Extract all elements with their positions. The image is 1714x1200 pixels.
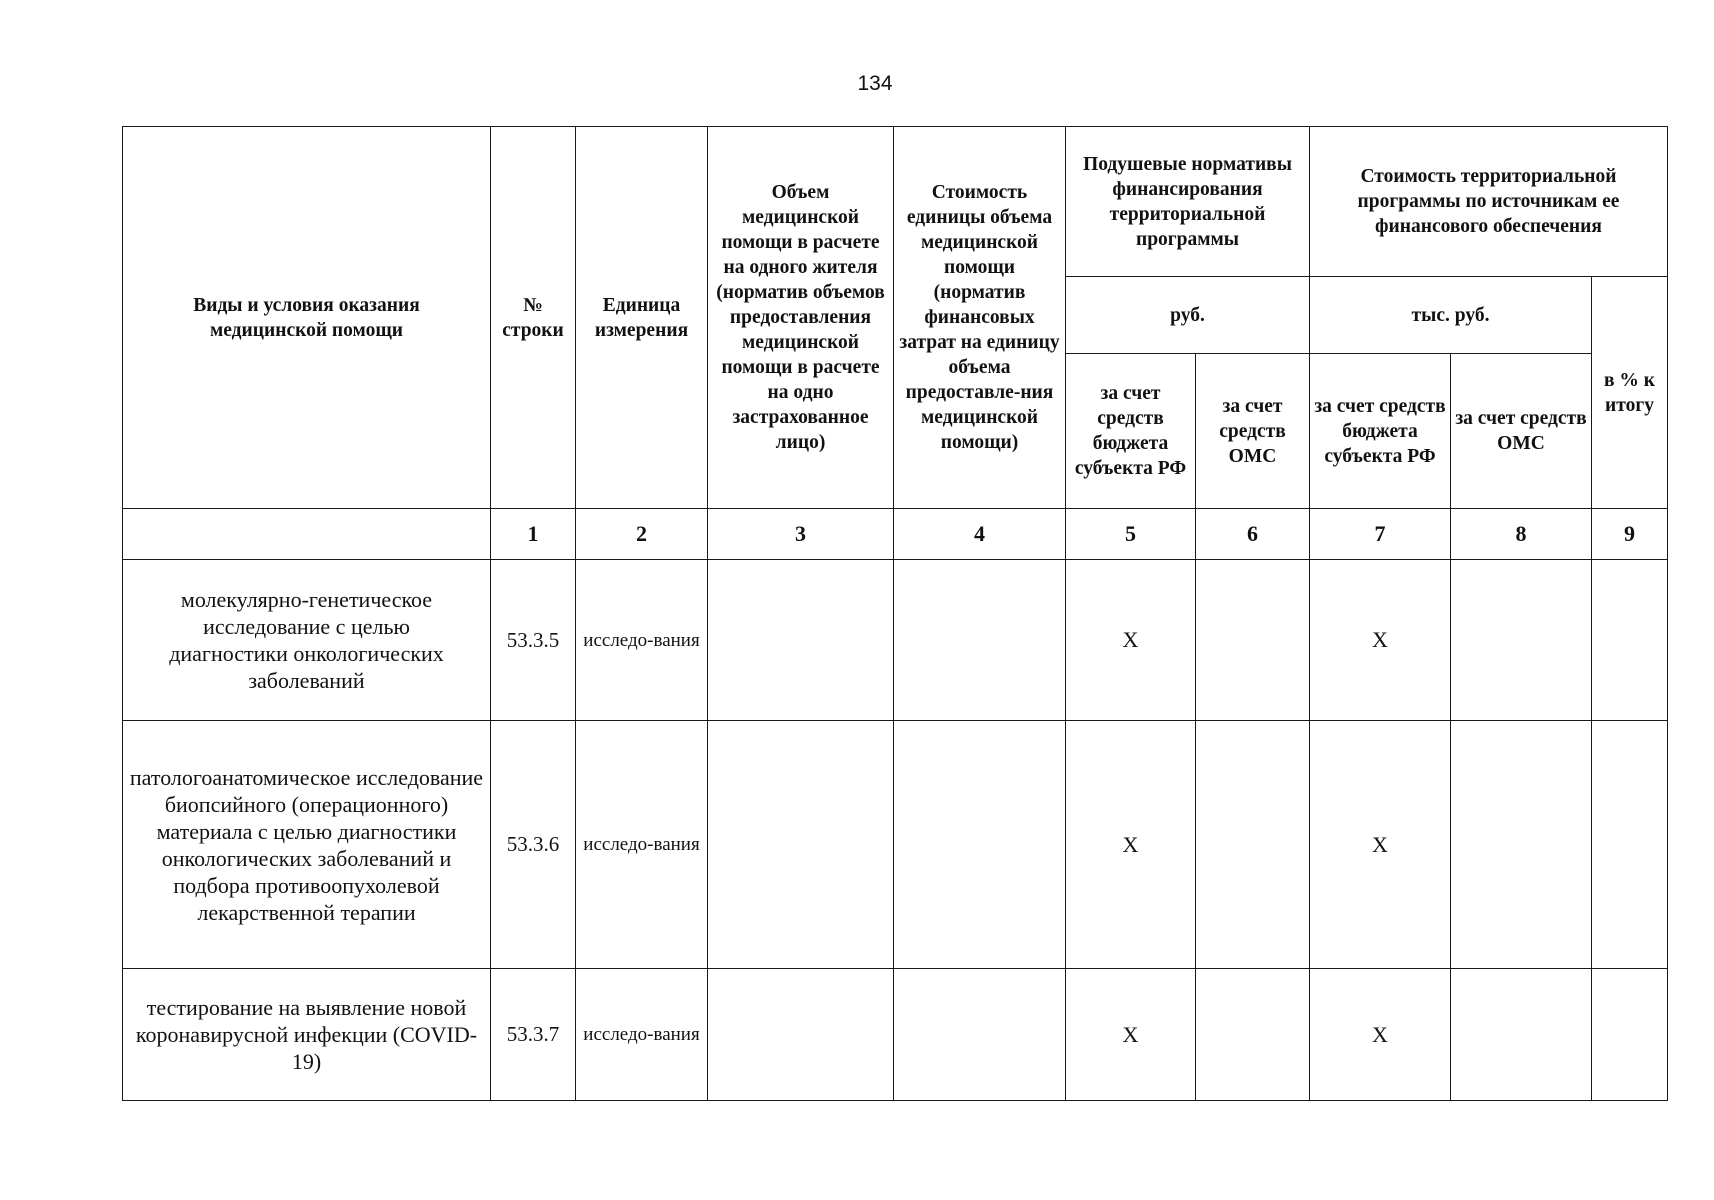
column-number: 9 (1592, 509, 1668, 560)
row-volume (708, 721, 894, 969)
header-rub: руб. (1066, 277, 1310, 354)
row-oms-6 (1196, 560, 1310, 721)
row-code: 53.3.5 (491, 560, 576, 721)
row-budget-rf-5: X (1066, 560, 1196, 721)
header-oms-6: за счет средств ОМС (1196, 354, 1310, 509)
row-budget-rf-7: X (1310, 969, 1451, 1101)
column-number: 3 (708, 509, 894, 560)
column-number: 5 (1066, 509, 1196, 560)
page-number: 134 (857, 72, 893, 95)
row-percent (1592, 560, 1668, 721)
row-type: молекулярно-генетическое исследование с целью диагностики онкологических заболеваний (123, 560, 491, 721)
table-row (123, 721, 1668, 969)
row-oms-6 (1196, 969, 1310, 1101)
row-budget-rf-5: X (1066, 721, 1196, 969)
row-unit: исследо-вания (576, 969, 708, 1101)
header-budget-rf-7: за счет средств бюджета субъекта РФ (1310, 354, 1451, 509)
row-volume (708, 969, 894, 1101)
header-per-capita: Подушевые нормативы финансирования территориальной программы (1066, 127, 1310, 277)
column-number: 8 (1451, 509, 1592, 560)
row-oms-8 (1451, 969, 1592, 1101)
row-unit: исследо-вания (576, 721, 708, 969)
row-unit-cost (894, 560, 1066, 721)
header-thousand-rub: тыс. руб. (1310, 277, 1592, 354)
row-code: 53.3.7 (491, 969, 576, 1101)
row-type: тестирование на выявление новой коронавирусной инфекции (COVID-19) (123, 969, 491, 1101)
row-percent (1592, 969, 1668, 1101)
row-oms-6 (1196, 721, 1310, 969)
header-program-cost: Стоимость территориальной программы по источникам ее финансового обеспечения (1310, 127, 1668, 277)
header-unit-cost: Стоимость единицы объема медицинской помощи (норматив финансовых затрат на единицу объема предоставле-ния медицинской помощи) (894, 127, 1066, 509)
row-oms-8 (1451, 560, 1592, 721)
row-unit-cost (894, 969, 1066, 1101)
table-row (123, 969, 1668, 1101)
column-number: 1 (491, 509, 576, 560)
row-oms-8 (1451, 721, 1592, 969)
row-type: патологоанатомическое исследование биопсийного (операционного) материала с целью диагностики онкологических заболеваний и подбора противоопухолевой лекарственной терапии (123, 721, 491, 969)
header-oms-8: за счет средств ОМС (1451, 354, 1592, 509)
column-number: 2 (576, 509, 708, 560)
header-volume: Объем медицинской помощи в расчете на одного жителя (норматив объемов предоставления медицинской помощи в расчете на одно застрахованное лицо) (708, 127, 894, 509)
header-row-number: № строки (491, 127, 576, 509)
row-percent (1592, 721, 1668, 969)
header-types: Виды и условия оказания медицинской помощи (123, 127, 491, 509)
row-budget-rf-5: X (1066, 969, 1196, 1101)
row-volume (708, 560, 894, 721)
header-unit: Единица измерения (576, 127, 708, 509)
row-budget-rf-7: X (1310, 721, 1451, 969)
column-number: 6 (1196, 509, 1310, 560)
table-row (123, 560, 1668, 721)
column-number: 4 (894, 509, 1066, 560)
column-number: 7 (1310, 509, 1451, 560)
budget-table (122, 126, 1668, 1101)
header-budget-rf-5: за счет средств бюджета субъекта РФ (1066, 354, 1196, 509)
row-budget-rf-7: X (1310, 560, 1451, 721)
row-unit-cost (894, 721, 1066, 969)
row-unit: исследо-вания (576, 560, 708, 721)
row-code: 53.3.6 (491, 721, 576, 969)
column-number-row (123, 509, 1668, 560)
header-percent-total: в % к итогу (1592, 277, 1668, 509)
column-number-blank (123, 509, 491, 560)
